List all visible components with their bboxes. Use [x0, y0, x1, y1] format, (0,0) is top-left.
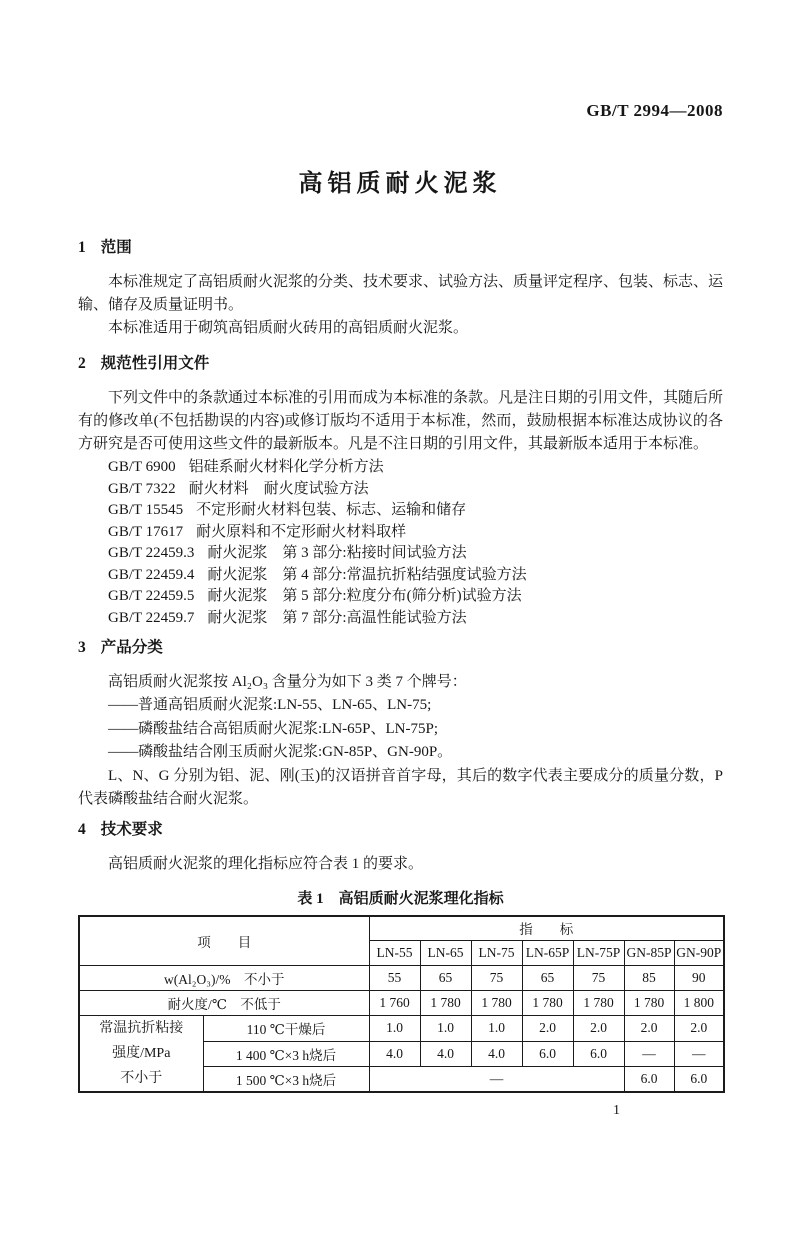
- cell-value: 1 780: [471, 991, 522, 1016]
- cell-value: 6.0: [674, 1067, 724, 1093]
- reference-item: [78, 608, 723, 630]
- page-number: 1: [613, 1103, 620, 1118]
- column-header-grade: LN-65P: [522, 941, 573, 966]
- reference-title: 不定形耐火材料包装、标志、运输和储存: [196, 502, 467, 518]
- paragraph: 下列文件中的条款通过本标准的引用而成为本标准的条款。凡是注日期的引用文件，其随后所有的修改单(不包括勘误的内容)或修订版均不适用于本标准，然而，鼓励根据本标准达成协议的各方研究是否可使用这些文件的最新版本。凡是不注日期的引用文件，其最新版本适用于本标准。: [78, 390, 724, 452]
- section-number: 4: [78, 820, 86, 838]
- cell-value: 6.0: [624, 1067, 674, 1093]
- reference-item: [78, 457, 723, 479]
- cell-value: 2.0: [522, 1016, 573, 1042]
- paragraph: 高铝质耐火泥浆按 Al₂O₃ 含量分为如下 3 类 7 个牌号：: [108, 674, 467, 690]
- table-row-al2o3: [79, 966, 724, 991]
- cell-value: 4.0: [420, 1041, 471, 1067]
- reference-item: [78, 479, 723, 501]
- row-label: 耐火度/℃ 不低于: [79, 991, 369, 1016]
- cell-value: 6.0: [522, 1041, 573, 1067]
- cell-value: 85: [624, 966, 674, 991]
- section-number: 2: [78, 355, 86, 372]
- strength-label-line: 强度/MPa: [112, 1046, 171, 1061]
- column-header-grade: GN-90P: [674, 941, 724, 966]
- cell-value-merged: —: [369, 1067, 624, 1093]
- column-header-grade: LN-75: [471, 941, 522, 966]
- column-header-index: 指 标: [369, 916, 724, 941]
- column-header-item: 项 目: [79, 916, 369, 966]
- section-product-classification: [78, 636, 723, 811]
- section-2-heading: [78, 352, 723, 375]
- table-header-row-top: [79, 916, 724, 941]
- cell-value: 4.0: [369, 1041, 420, 1067]
- reference-code: GB/T 22459.4: [108, 566, 195, 583]
- reference-item: [78, 522, 723, 544]
- section-number: 3: [78, 639, 86, 656]
- reference-code: GB/T 22459.3: [108, 545, 195, 561]
- classification-item: ——普通高铝质耐火泥浆:LN-55、LN-65、LN-75;: [108, 697, 432, 713]
- cell-value: 1 760: [369, 991, 420, 1016]
- condition-label: 110 ℃干燥后: [203, 1016, 369, 1042]
- paragraph: 高铝质耐火泥浆的理化指标应符合表 1 的要求。: [108, 855, 424, 872]
- section-number: 1: [78, 239, 86, 256]
- column-header-grade: LN-55: [369, 941, 420, 966]
- reference-list: [78, 457, 723, 629]
- paragraph: L、N、G 分别为铝、泥、刚(玉)的汉语拼音首字母，其后的数字代表主要成分的质量分数，P 代表磷酸盐结合耐火泥浆。: [78, 767, 723, 807]
- paragraph: 本标准规定了高铝质耐火泥浆的分类、技术要求、试验方法、质量评定程序、包装、标志、运输、储存及质量证明书。: [78, 274, 724, 313]
- reference-item: [78, 500, 723, 522]
- page-title: 高铝质耐火泥浆: [298, 171, 502, 197]
- column-header-grade: LN-65: [420, 941, 471, 966]
- section-title: 技术要求: [100, 820, 163, 838]
- reference-item: [78, 586, 723, 608]
- strength-label-line: 常温抗折粘接: [99, 1021, 184, 1036]
- reference-title: 耐火泥浆 第 5 部分:粒度分布(筛分析)试验方法: [207, 588, 522, 604]
- strength-group-label: [79, 1016, 203, 1093]
- table-caption: 表 1 高铝质耐火泥浆理化指标: [297, 890, 504, 907]
- spec-table: [78, 915, 725, 1094]
- cell-value: 55: [369, 966, 420, 991]
- reference-title: 耐火泥浆 第 7 部分:高温性能试验方法: [207, 609, 467, 626]
- section-scope: [78, 236, 723, 340]
- section-4-heading: [78, 818, 723, 841]
- column-header-grade: GN-85P: [624, 941, 674, 966]
- cell-value: 1.0: [420, 1016, 471, 1042]
- cell-value: 4.0: [471, 1041, 522, 1067]
- reference-code: GB/T 17617: [108, 523, 184, 540]
- cell-value: 75: [471, 966, 522, 991]
- reference-item: [78, 565, 723, 587]
- document-content: [78, 236, 723, 1120]
- cell-value: 65: [522, 966, 573, 991]
- condition-label: 1 500 ℃×3 h烧后: [203, 1067, 369, 1093]
- paragraph: 本标准适用于砌筑高铝质耐火砖用的高铝质耐火泥浆。: [108, 320, 469, 336]
- section-1-body: [78, 271, 723, 340]
- cell-value: 2.0: [624, 1016, 674, 1042]
- table-row-refractoriness: [79, 991, 724, 1016]
- reference-code: GB/T 15545: [108, 502, 184, 518]
- section-normative-references: [78, 352, 723, 629]
- reference-code: GB/T 22459.5: [108, 588, 195, 604]
- table-row-strength-110: [79, 1016, 724, 1042]
- cell-value: 75: [573, 966, 624, 991]
- reference-code: GB/T 7322: [108, 480, 176, 497]
- column-header-grade: LN-75P: [573, 941, 624, 966]
- reference-code: GB/T 22459.7: [108, 609, 195, 626]
- cell-value: 1 780: [420, 991, 471, 1016]
- section-4-body: [78, 853, 723, 876]
- section-title: 规范性引用文件: [100, 355, 210, 372]
- reference-title: 铝硅系耐火材料化学分析方法: [188, 459, 384, 475]
- cell-value: 1 780: [573, 991, 624, 1016]
- cell-value: —: [674, 1041, 724, 1067]
- section-2-body: [78, 387, 723, 629]
- classification-item: ——磷酸盐结合刚玉质耐火泥浆:GN-85P、GN-90P。: [108, 744, 453, 760]
- reference-title: 耐火泥浆 第 3 部分:粘接时间试验方法: [207, 545, 467, 561]
- reference-item: [78, 543, 723, 565]
- reference-title: 耐火原料和不定形耐火材料取样: [196, 523, 407, 540]
- cell-value: 6.0: [573, 1041, 624, 1067]
- classification-item: ——磷酸盐结合高铝质耐火泥浆:LN-65P、LN-75P;: [108, 720, 439, 737]
- section-3-heading: [78, 636, 723, 659]
- cell-value: 1.0: [369, 1016, 420, 1042]
- cell-value: 2.0: [573, 1016, 624, 1042]
- cell-value: —: [624, 1041, 674, 1067]
- section-1-heading: [78, 236, 723, 259]
- cell-value: 2.0: [674, 1016, 724, 1042]
- row-label: w(Al₂O₃)/% 不小于: [79, 966, 369, 991]
- section-title: 产品分类: [100, 639, 163, 656]
- strength-label-line: 不小于: [120, 1071, 163, 1086]
- reference-code: GB/T 6900: [108, 459, 176, 475]
- cell-value: 1.0: [471, 1016, 522, 1042]
- reference-title: 耐火材料 耐火度试验方法: [188, 480, 369, 497]
- condition-label: 1 400 ℃×3 h烧后: [203, 1041, 369, 1067]
- section-technical-requirements: [78, 818, 723, 876]
- cell-value: 1 780: [522, 991, 573, 1016]
- cell-value: 1 800: [674, 991, 724, 1016]
- cell-value: 90: [674, 966, 724, 991]
- reference-title: 耐火泥浆 第 4 部分:常温抗折粘结强度试验方法: [207, 566, 527, 583]
- classification-list: [78, 694, 723, 765]
- cell-value: 1 780: [624, 991, 674, 1016]
- section-title: 范围: [100, 239, 132, 256]
- cell-value: 65: [420, 966, 471, 991]
- section-3-body: [78, 671, 723, 811]
- document-page: [0, 100, 800, 1120]
- standard-code: GB/T 2994—2008: [586, 101, 723, 120]
